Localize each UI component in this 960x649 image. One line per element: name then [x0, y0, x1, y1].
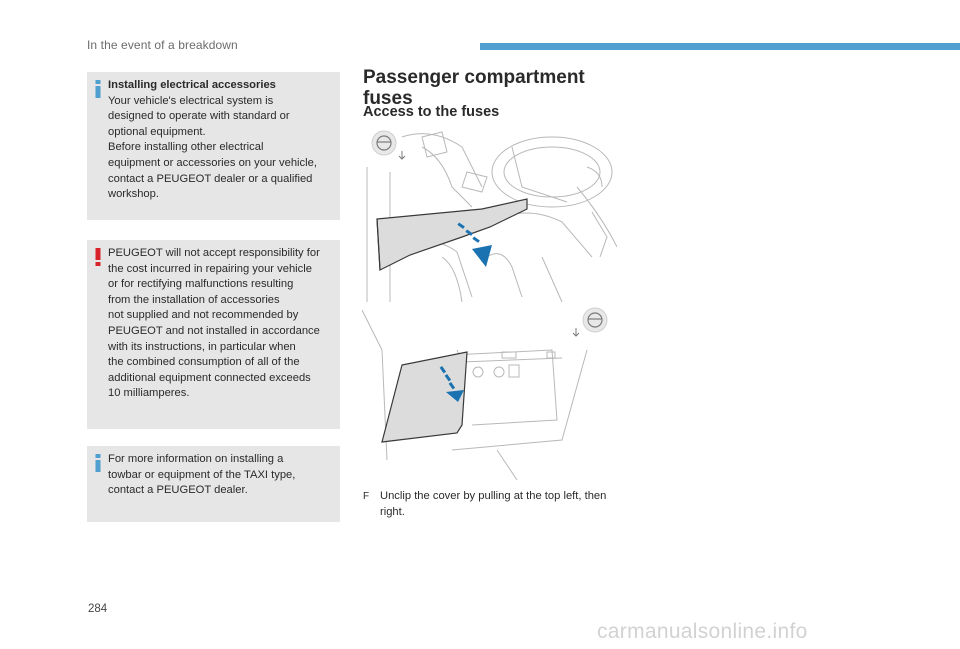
step-bullet: F: [363, 491, 370, 502]
info-icon: [93, 80, 103, 98]
fuse-cover-detail-illustration: [362, 300, 617, 480]
note-body: For more information on installing a towbar or equipment of the TAXI type, contact a PEUGEOT dealer.: [108, 453, 296, 497]
warning-note-responsibility: [87, 240, 340, 429]
info-note-electrical-accessories: [87, 72, 340, 220]
info-note-towbar-taxi: [87, 446, 340, 522]
instruction-step: [363, 489, 613, 520]
page-number: 284: [88, 603, 108, 615]
instruction-text: Unclip the cover by pulling at the top left, then right.: [380, 490, 607, 518]
header-accent-bar: [480, 43, 960, 50]
dashboard-glovebox-illustration: [362, 127, 617, 302]
info-icon: [93, 454, 103, 472]
section-title: Passenger compartment fuses: [363, 67, 585, 109]
warning-icon: [93, 248, 103, 266]
note-title: Installing electrical accessories: [108, 79, 276, 91]
note-body: PEUGEOT will not accept responsibility for the cost incurred in repairing your vehicle or for rectifying malfunctions resulting from the installation of accessories not supplied and not recommended by PEUGEOT and not installed in accordance with its instructions, in particular when the combined consumption of all of the additional equipment connected exceeds 10 milliamperes.: [108, 247, 320, 400]
watermark: carmanualsonline.info: [597, 620, 808, 643]
running-header: In the event of a breakdown: [87, 38, 238, 52]
note-body: Your vehicle's electrical system is designed to operate with standard or optional equipment. Before installing other electrical equipment or accessories on your vehicle, contact a PEUGEOT dealer or a qualified workshop.: [108, 94, 317, 201]
section-subtitle: Access to the fuses: [363, 104, 500, 120]
